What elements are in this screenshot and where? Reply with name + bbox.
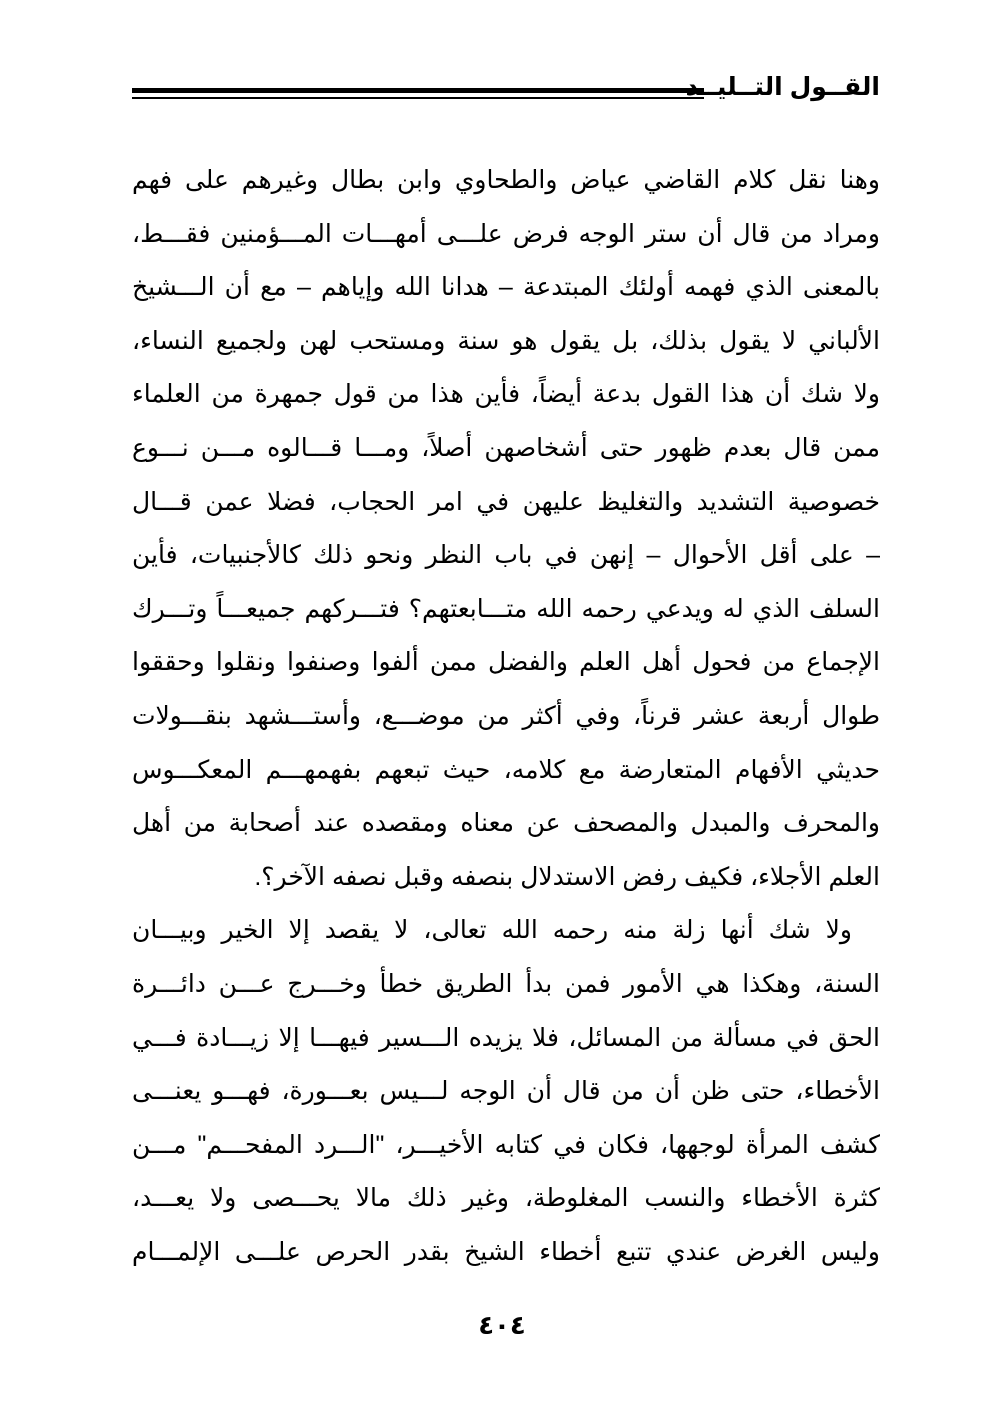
text-line: كشف المرأة لوجهها، فكان في كتابه الأخيـــر، "الـــرد المفحـــم" مـــن (132, 1130, 880, 1159)
text-line: – على أقل الأحوال – إنهن في باب النظر ونحو ذلك كالأجنبيات، فأين (132, 541, 880, 570)
text-line: حديثي الأفهام المتعارضة مع كلامه، حيث تبعهم بفهمهـــم المعكـــوس (132, 755, 880, 784)
text-line: ومراد من قال أن ستر الوجه فرض علـــى أمهـــات المـــؤمنين فقـــط، (132, 219, 880, 248)
text-line: الأخطاء، حتى ظن أن من قال أن الوجه لـــيس بعـــورة، فهـــو يعنـــى (132, 1077, 880, 1106)
text-line: بالمعنى الذي فهمه أولئك المبتدعة – هدانا الله وإياهم – مع أن الـــشيخ (132, 273, 880, 302)
text-line: كثرة الأخطاء والنسب المغلوطة، وغير ذلك مالا يحـــصى ولا يعـــد، (132, 1184, 880, 1213)
header-rule-thick (132, 88, 704, 93)
text-line: ولا شك أن هذا القول بدعة أيضاً، فأين هذا من قول جمهرة من العلماء (132, 380, 880, 409)
text-line: السلف الذي له ويدعي رحمه الله متـــابعتهم؟ فتـــركهم جميعـــاً وتـــرك (132, 594, 880, 623)
body-text (132, 154, 880, 1279)
running-title: القــول التــليــد (685, 73, 880, 101)
text-line: السنة، وهكذا هي الأمور فمن بدأ الطريق خطأ وخـــرج عـــن دائـــرة (132, 969, 880, 998)
text-line: وليس الغرض عندي تتبع أخطاء الشيخ بقدر الحرص علـــى الإلمـــام (132, 1237, 880, 1266)
text-line: وهنا نقل كلام القاضي عياض والطحاوي وابن بطال وغيرهم على فهم (132, 166, 880, 194)
text-line: ممن قال بعدم ظهور حتى أشخاصهن أصلاً، ومـــا قـــالوه مـــن نـــوع (132, 433, 880, 462)
header-rule-thin (132, 97, 704, 99)
text-line: طوال أربعة عشر قرناً، وفي أكثر من موضـــع، وأستـــشهد بنقـــولات (132, 701, 880, 730)
page-number: ٤٠٤ (478, 1310, 526, 1340)
text-line: خصوصية التشديد والتغليظ عليهن في امر الحجاب، فضلا عمن قـــال (132, 487, 880, 516)
text-line: والمحرف والمبدل والمصحف عن معناه ومقصده عند أصحابة من أهل (132, 809, 880, 838)
text-line: الألباني لا يقول بذلك، بل يقول هو سنة ومستحب لهن ولجميع النساء، (132, 326, 880, 355)
text-line: الحق في مسألة من المسائل، فلا يزيده الـــسير فيهـــا إلا زيـــادة فـــي (132, 1023, 880, 1052)
text-line: الإجماع من فحول أهل العلم والفضل ممن ألفوا وصنفوا ونقلوا وحققوا (132, 648, 880, 677)
text-line: العلم الأجلاء، فكيف رفض الاستدلال بنصفه وقبل نصفه الآخر؟. (254, 862, 880, 891)
text-line: ولا شك أنها زلة منه رحمه الله تعالى، لا يقصد إلا الخير وبيـــان (132, 916, 852, 945)
page-header (132, 70, 880, 114)
